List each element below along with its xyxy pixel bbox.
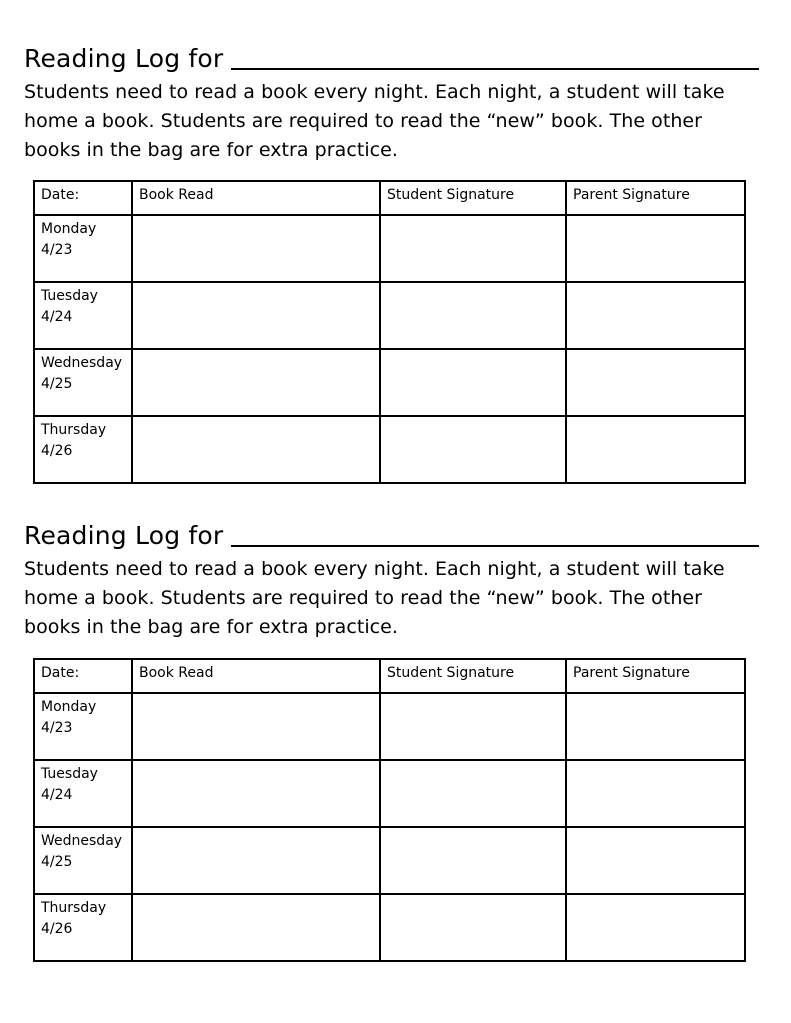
parent-signature-cell[interactable]: [566, 349, 745, 416]
day-name: Wednesday: [41, 833, 123, 849]
day-date: 4/25: [41, 376, 73, 392]
book-read-cell[interactable]: [132, 827, 380, 894]
book-read-cell[interactable]: [132, 416, 380, 483]
table-row: [34, 827, 745, 894]
day-date: 4/26: [41, 443, 73, 459]
book-read-cell[interactable]: [132, 760, 380, 827]
student-signature-cell[interactable]: [380, 693, 566, 760]
student-signature-cell[interactable]: [380, 349, 566, 416]
student-signature-cell[interactable]: [380, 894, 566, 961]
date-cell: [34, 827, 132, 894]
student-signature-cell[interactable]: [380, 215, 566, 282]
date-cell: [34, 894, 132, 961]
date-cell: [34, 215, 132, 282]
parent-signature-cell[interactable]: [566, 827, 745, 894]
date-cell: [34, 693, 132, 760]
day-name: Thursday: [41, 900, 107, 916]
student-signature-cell[interactable]: [380, 416, 566, 483]
student-signature-cell[interactable]: [380, 282, 566, 349]
table-header-row: [34, 181, 745, 215]
date-cell: [34, 760, 132, 827]
book-read-cell[interactable]: [132, 349, 380, 416]
day-date: 4/25: [41, 854, 73, 870]
header-student-signature: Student Signature: [380, 181, 566, 215]
parent-signature-cell[interactable]: [566, 693, 745, 760]
table-row: [34, 416, 745, 483]
table-header-row: [34, 659, 745, 693]
header-date: Date:: [34, 181, 132, 215]
instruction-line: Students need to read a book every night. Each night, a student will take: [24, 81, 725, 103]
day-name: Wednesday: [41, 355, 123, 371]
day-name: Monday: [41, 699, 97, 715]
day-date: 4/23: [41, 242, 73, 258]
parent-signature-cell[interactable]: [566, 215, 745, 282]
student-signature-cell[interactable]: [380, 760, 566, 827]
date-cell: [34, 349, 132, 416]
instruction-line: books in the bag are for extra practice.: [24, 616, 398, 638]
table-row: [34, 215, 745, 282]
day-date: 4/24: [41, 309, 73, 325]
day-name: Monday: [41, 221, 97, 237]
header-student-signature: Student Signature: [380, 659, 566, 693]
instruction-line: home a book. Students are required to read the “new” book. The other: [24, 587, 703, 609]
header-book-read: Book Read: [132, 181, 380, 215]
log-title: Reading Log for: [24, 44, 224, 73]
header-parent-signature: Parent Signature: [566, 659, 745, 693]
table-row: [34, 760, 745, 827]
reading-log-section: [24, 517, 759, 642]
book-read-cell[interactable]: [132, 894, 380, 961]
day-date: 4/26: [41, 921, 73, 937]
parent-signature-cell[interactable]: [566, 416, 745, 483]
reading-log-section: [24, 40, 759, 165]
parent-signature-cell[interactable]: [566, 282, 745, 349]
log-title: Reading Log for: [24, 521, 224, 550]
student-name-line[interactable]: [231, 67, 759, 70]
date-cell: [34, 282, 132, 349]
reading-log-table: [33, 180, 746, 484]
student-signature-cell[interactable]: [380, 827, 566, 894]
table-row: [34, 349, 745, 416]
table-row: [34, 894, 745, 961]
parent-signature-cell[interactable]: [566, 894, 745, 961]
day-name: Thursday: [41, 422, 107, 438]
log-title-row: [24, 517, 759, 551]
log-instructions: [24, 78, 759, 165]
table-row: [34, 693, 745, 760]
instruction-line: books in the bag are for extra practice.: [24, 139, 398, 161]
parent-signature-cell[interactable]: [566, 760, 745, 827]
day-date: 4/24: [41, 787, 73, 803]
book-read-cell[interactable]: [132, 693, 380, 760]
day-name: Tuesday: [41, 766, 98, 782]
instruction-line: home a book. Students are required to read the “new” book. The other: [24, 110, 703, 132]
header-date: Date:: [34, 659, 132, 693]
header-parent-signature: Parent Signature: [566, 181, 745, 215]
instruction-line: Students need to read a book every night. Each night, a student will take: [24, 558, 725, 580]
book-read-cell[interactable]: [132, 282, 380, 349]
day-name: Tuesday: [41, 288, 98, 304]
reading-log-table: [33, 658, 746, 962]
table-row: [34, 282, 745, 349]
day-date: 4/23: [41, 720, 73, 736]
log-title-row: [24, 40, 759, 74]
date-cell: [34, 416, 132, 483]
log-instructions: [24, 555, 759, 642]
student-name-line[interactable]: [231, 544, 759, 547]
header-book-read: Book Read: [132, 659, 380, 693]
book-read-cell[interactable]: [132, 215, 380, 282]
